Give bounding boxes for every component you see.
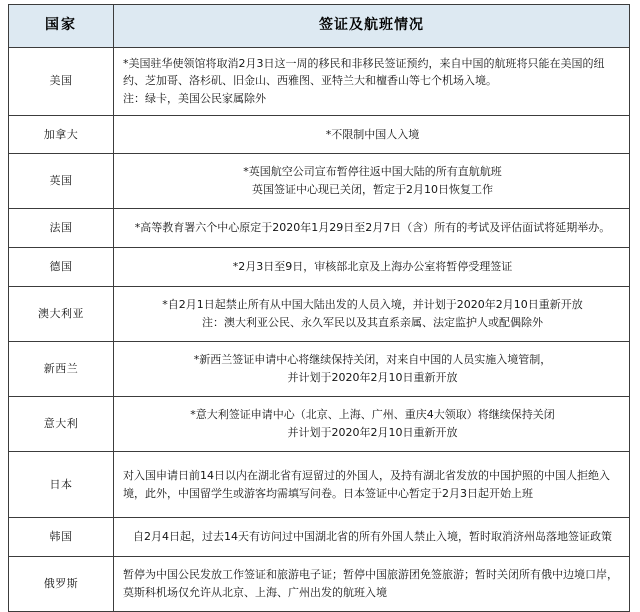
country-cell: 美国 (9, 47, 114, 115)
detail-line: *英国航空公司宣布暂停往返中国大陆的所有直航航班 (243, 165, 502, 179)
column-header-country: 国家 (9, 5, 114, 48)
table-row (9, 452, 630, 518)
column-header-detail: 签证及航班情况 (114, 5, 630, 48)
country-cell: 法国 (9, 209, 114, 248)
country-cell: 俄罗斯 (9, 557, 114, 612)
country-cell: 新西兰 (9, 342, 114, 397)
table-row (9, 287, 630, 342)
country-cell: 澳大利亚 (9, 287, 114, 342)
detail-line: 英国签证中心现已关闭，暂定于2月10日恢复工作 (252, 183, 493, 197)
visa-detail-cell (114, 209, 630, 248)
table-body (9, 47, 630, 611)
detail-line: 注：澳大利亚公民、永久军民以及其直系亲属、法定监护人或配偶除外 (202, 316, 543, 330)
detail-line: 并计划于2020年2月10日重新开放 (287, 426, 458, 440)
country-cell: 加拿大 (9, 116, 114, 154)
table-row (9, 518, 630, 557)
visa-detail-cell (114, 557, 630, 612)
visa-detail-cell (114, 248, 630, 287)
table-row (9, 154, 630, 209)
country-cell: 英国 (9, 154, 114, 209)
table-row (9, 342, 630, 397)
country-cell: 德国 (9, 248, 114, 287)
detail-line: *美国驻华使领馆将取消2月3日这一周的移民和非移民签证预约，来自中国的航班将只能在美国的纽约、芝加哥、洛杉矶、旧金山、西雅图、亚特兰大和檀香山等七个机场入境。 (123, 56, 605, 88)
visa-detail-cell (114, 397, 630, 452)
table-row (9, 397, 630, 452)
detail-line: 对入国申请日前14日以内在湖北省有逗留过的外国人，及持有湖北省发放的中国护照的中国人拒绝入境，此外，中国留学生或游客均需填写问卷。日本签证中心暂定于2月3日起开始上班 (123, 468, 610, 500)
detail-line: *意大利签证申请中心（北京、上海、广州、重庆4大领取）将继续保持关闭 (190, 408, 555, 422)
visa-policy-table (8, 4, 630, 612)
visa-detail-cell (114, 47, 630, 115)
visa-detail-cell (114, 287, 630, 342)
table-row (9, 248, 630, 287)
detail-line: 注：绿卡，美国公民家属除外 (123, 92, 266, 106)
country-cell: 韩国 (9, 518, 114, 557)
visa-detail-cell (114, 342, 630, 397)
table-row (9, 116, 630, 154)
detail-line: 自2月4日起，过去14天有访问过中国湖北省的所有外国人禁止入境，暂时取消济州岛落地签证政策 (133, 530, 612, 544)
table-header-row (9, 5, 630, 48)
country-cell: 意大利 (9, 397, 114, 452)
detail-line: 暂停为中国公民发放工作签证和旅游电子证；暂停中国旅游团免签旅游；暂时关闭所有俄中边境口岸，莫斯科机场仅允许从北京、上海、广州出发的航班入境 (123, 568, 618, 600)
detail-line: 并计划于2020年2月10日重新开放 (287, 371, 458, 385)
table-row (9, 209, 630, 248)
visa-detail-cell (114, 116, 630, 154)
table-row (9, 47, 630, 115)
table-header (9, 5, 630, 48)
detail-line: *高等教育署六个中心原定于2020年1月29日至2月7日（含）所有的考试及评估面试将延期举办。 (134, 221, 611, 235)
visa-detail-cell (114, 154, 630, 209)
detail-line: *自2月1日起禁止所有从中国大陆出发的人员入境，并计划于2020年2月10日重新开放 (162, 298, 583, 312)
country-cell: 日本 (9, 452, 114, 518)
detail-line: *2月3日至9日，审核部北京及上海办公室将暂停受理签证 (232, 260, 513, 274)
visa-detail-cell (114, 452, 630, 518)
visa-detail-cell (114, 518, 630, 557)
detail-line: *不限制中国人入境 (325, 127, 420, 141)
table-row (9, 557, 630, 612)
detail-line: *新西兰签证申请中心将继续保持关闭，对来自中国的人员实施入境管制， (193, 353, 552, 367)
